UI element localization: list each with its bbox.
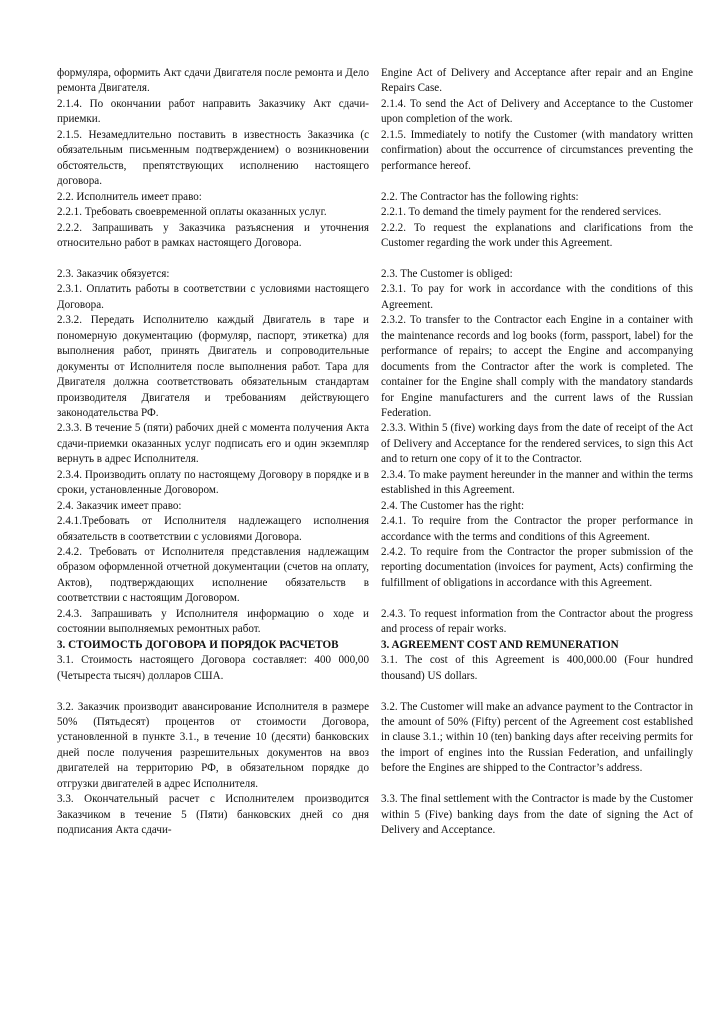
spacer [381, 591, 693, 606]
ru-paragraph: 2.2. Исполнитель имеет право: [57, 190, 202, 203]
en-cell [381, 545, 693, 607]
ru-paragraph: 2.4.3. Запрашивать у Исполнителя информацию о ходе и состоянии выполняемых ремонтных работ. [57, 607, 369, 636]
en-paragraph: 2.3. The Customer is obliged: [381, 267, 513, 280]
bilingual-grid [57, 66, 693, 839]
en-paragraph: 2.2.1. To demand the timely payment for the rendered services. [381, 206, 662, 219]
ru-paragraph: 2.2.1. Требовать своевременной оплаты оказанных услуг. [57, 206, 327, 219]
en-paragraph: 3.1. The cost of this Agreement is 400,000.00 (Four hundred thousand) US dollars. [381, 654, 693, 682]
ru-paragraph: 2.2.2. Запрашивать у Заказчика разъяснения и уточнения относительно работ в рамках настоящего Договора. [57, 221, 369, 249]
ru-section-heading: 3. СТОИМОСТЬ ДОГОВОРА И ПОРЯДОК РАСЧЕТОВ [57, 638, 339, 651]
document-page [57, 66, 693, 839]
en-paragraph: 2.4. The Customer has the right: [381, 499, 525, 512]
ru-paragraph: 2.4.1.Требовать от Исполнителя надлежащего исполнения обязательств в соответствии с условиями Договора. [57, 515, 369, 543]
en-paragraph: 2.3.2. To transfer to the Contractor each Engine in a container with the maintenance records and log books (form, passport, label) for the performance of repairs; to accept the Engine and accompanying documents from the Contractor after the work is completed. The container for the Engine shall comply with the mandatory standards for Engine manufacturers and the current laws of the Russian Federation. [381, 314, 693, 419]
ru-paragraph: 2.1.4. По окончании работ направить Заказчику Акт сдачи-приемки. [57, 97, 369, 126]
ru-paragraph: 2.3.1. Оплатить работы в соответствии с условиями настоящего Договора. [57, 283, 369, 311]
en-paragraph: 3.3. The final settlement with the Contractor is made by the Customer within 5 (Five) banking days from the date of signing the Act of Delivery and Acceptance. [381, 793, 693, 837]
en-paragraph: 2.4.3. To request information from the Contractor about the progress and process of repair works. [381, 607, 693, 636]
ru-paragraph: 2.3.2. Передать Исполнителю каждый Двигатель в таре и пономерную документацию (формуляр, паспорт, этикетка) для выполнения работ, принять Двигатель и сопроводительные документы от Исполнителя после выполнения работ. Тара для Двигателя должна соответствовать обязательным стандартам производителя Двигателя и требованиям действующего законодательства РФ. [57, 314, 369, 419]
en-paragraph: Engine Act of Delivery and Acceptance after repair and an Engine Repairs Case. [381, 67, 693, 95]
ru-paragraph: формуляра, оформить Акт сдачи Двигателя после ремонта и Дело ремонта Двигателя. [57, 67, 369, 95]
en-paragraph: 2.1.5. Immediately to notify the Customer (with mandatory written confirmation) about the occurrence of circumstances preventing the performance hereof. [381, 128, 693, 172]
en-paragraph: 2.3.3. Within 5 (five) working days from the date of receipt of the Act of Delivery and Acceptance for the rendered services, to sign this Act and to return one copy of it to the Contractor. [381, 422, 693, 466]
en-paragraph: 2.4.2. To require from the Contractor the proper submission of the reporting documentation (invoices for payment, Acts) confirming the fulfillment of obligations in accordance with this Agreement. [381, 546, 693, 589]
ru-paragraph: 2.4. Заказчик имеет право: [57, 499, 182, 512]
en-cell [381, 128, 693, 190]
en-paragraph: 2.4.1. To require from the Contractor the proper performance in accordance with the terms and conditions of this Agreement. [381, 515, 693, 543]
ru-paragraph: 2.3.4. Производить оплату по настоящему Договору в порядке и в сроки, установленные Договором. [57, 468, 369, 497]
ru-paragraph: 2.1.5. Незамедлительно поставить в известность Заказчика (с обязательным письменным подтверждением) о возникновении обстоятельств, препятствующих исполнению настоящего договора. [57, 128, 369, 188]
ru-paragraph: 2.3. Заказчик обязуется: [57, 267, 170, 280]
spacer [381, 251, 693, 266]
en-paragraph: 2.2.2. To request the explanations and clarifications from the Customer regarding the work under this Agreement. [381, 221, 693, 249]
ru-paragraph: 3.2. Заказчик производит авансирование Исполнителя в размере 50% (Пятьдесят) процентов от стоимости Договора, установленной в пункте 3.1., в течение 10 (десяти) банковских дней после получения разрешительных документов на ввоз двигателей на территорию РФ, в обязательном порядке до отгрузки двигателей в адрес Исполнителя. [57, 700, 369, 790]
ru-paragraph: 3.3. Окончательный расчет с Исполнителем производится Заказчиком в течение 5 (Пяти) банковских дней со дня подписания Акта сдачи- [57, 793, 369, 837]
en-paragraph: 2.3.4. To make payment hereunder in the manner and within the terms established in this Agreement. [381, 468, 693, 497]
en-cell [381, 653, 693, 699]
en-cell [381, 221, 693, 267]
spacer [381, 684, 693, 699]
spacer [381, 174, 693, 189]
en-paragraph: 2.1.4. To send the Act of Delivery and Acceptance to the Customer upon completion of the work. [381, 97, 693, 126]
en-paragraph: 3.2. The Customer will make an advance payment to the Contractor in the amount of 50% (Fifty) percent of the Agreement cost established in clause 3.1.; within 10 (ten) banking days after receiving permits for the import of engines into the Russian Federation, and unfailingly before the Engines are shipped to the Contractor’s address. [381, 700, 693, 775]
en-paragraph: 2.3.1. To pay for work in accordance with the conditions of this Agreement. [381, 283, 693, 311]
ru-paragraph: 2.4.2. Требовать от Исполнителя представления надлежащим образом оформленной отчетной документации (счетов на оплату, Актов), подтверждающих исполнение обязательств в соответствии с настоящим Договором. [57, 546, 369, 605]
en-section-heading: 3. AGREEMENT COST AND REMUNERATION [381, 638, 619, 651]
en-paragraph: 2.2. The Contractor has the following rights: [381, 190, 579, 203]
ru-paragraph: 2.3.3. В течение 5 (пяти) рабочих дней с момента получения Акта сдачи-приемки оказанных услуг подписать его и один экземпляр вернуть в адрес Исполнителя. [57, 422, 369, 466]
ru-paragraph: 3.1. Стоимость настоящего Договора составляет: 400 000,00 (Четыреста тысяч) долларов США. [57, 654, 369, 682]
